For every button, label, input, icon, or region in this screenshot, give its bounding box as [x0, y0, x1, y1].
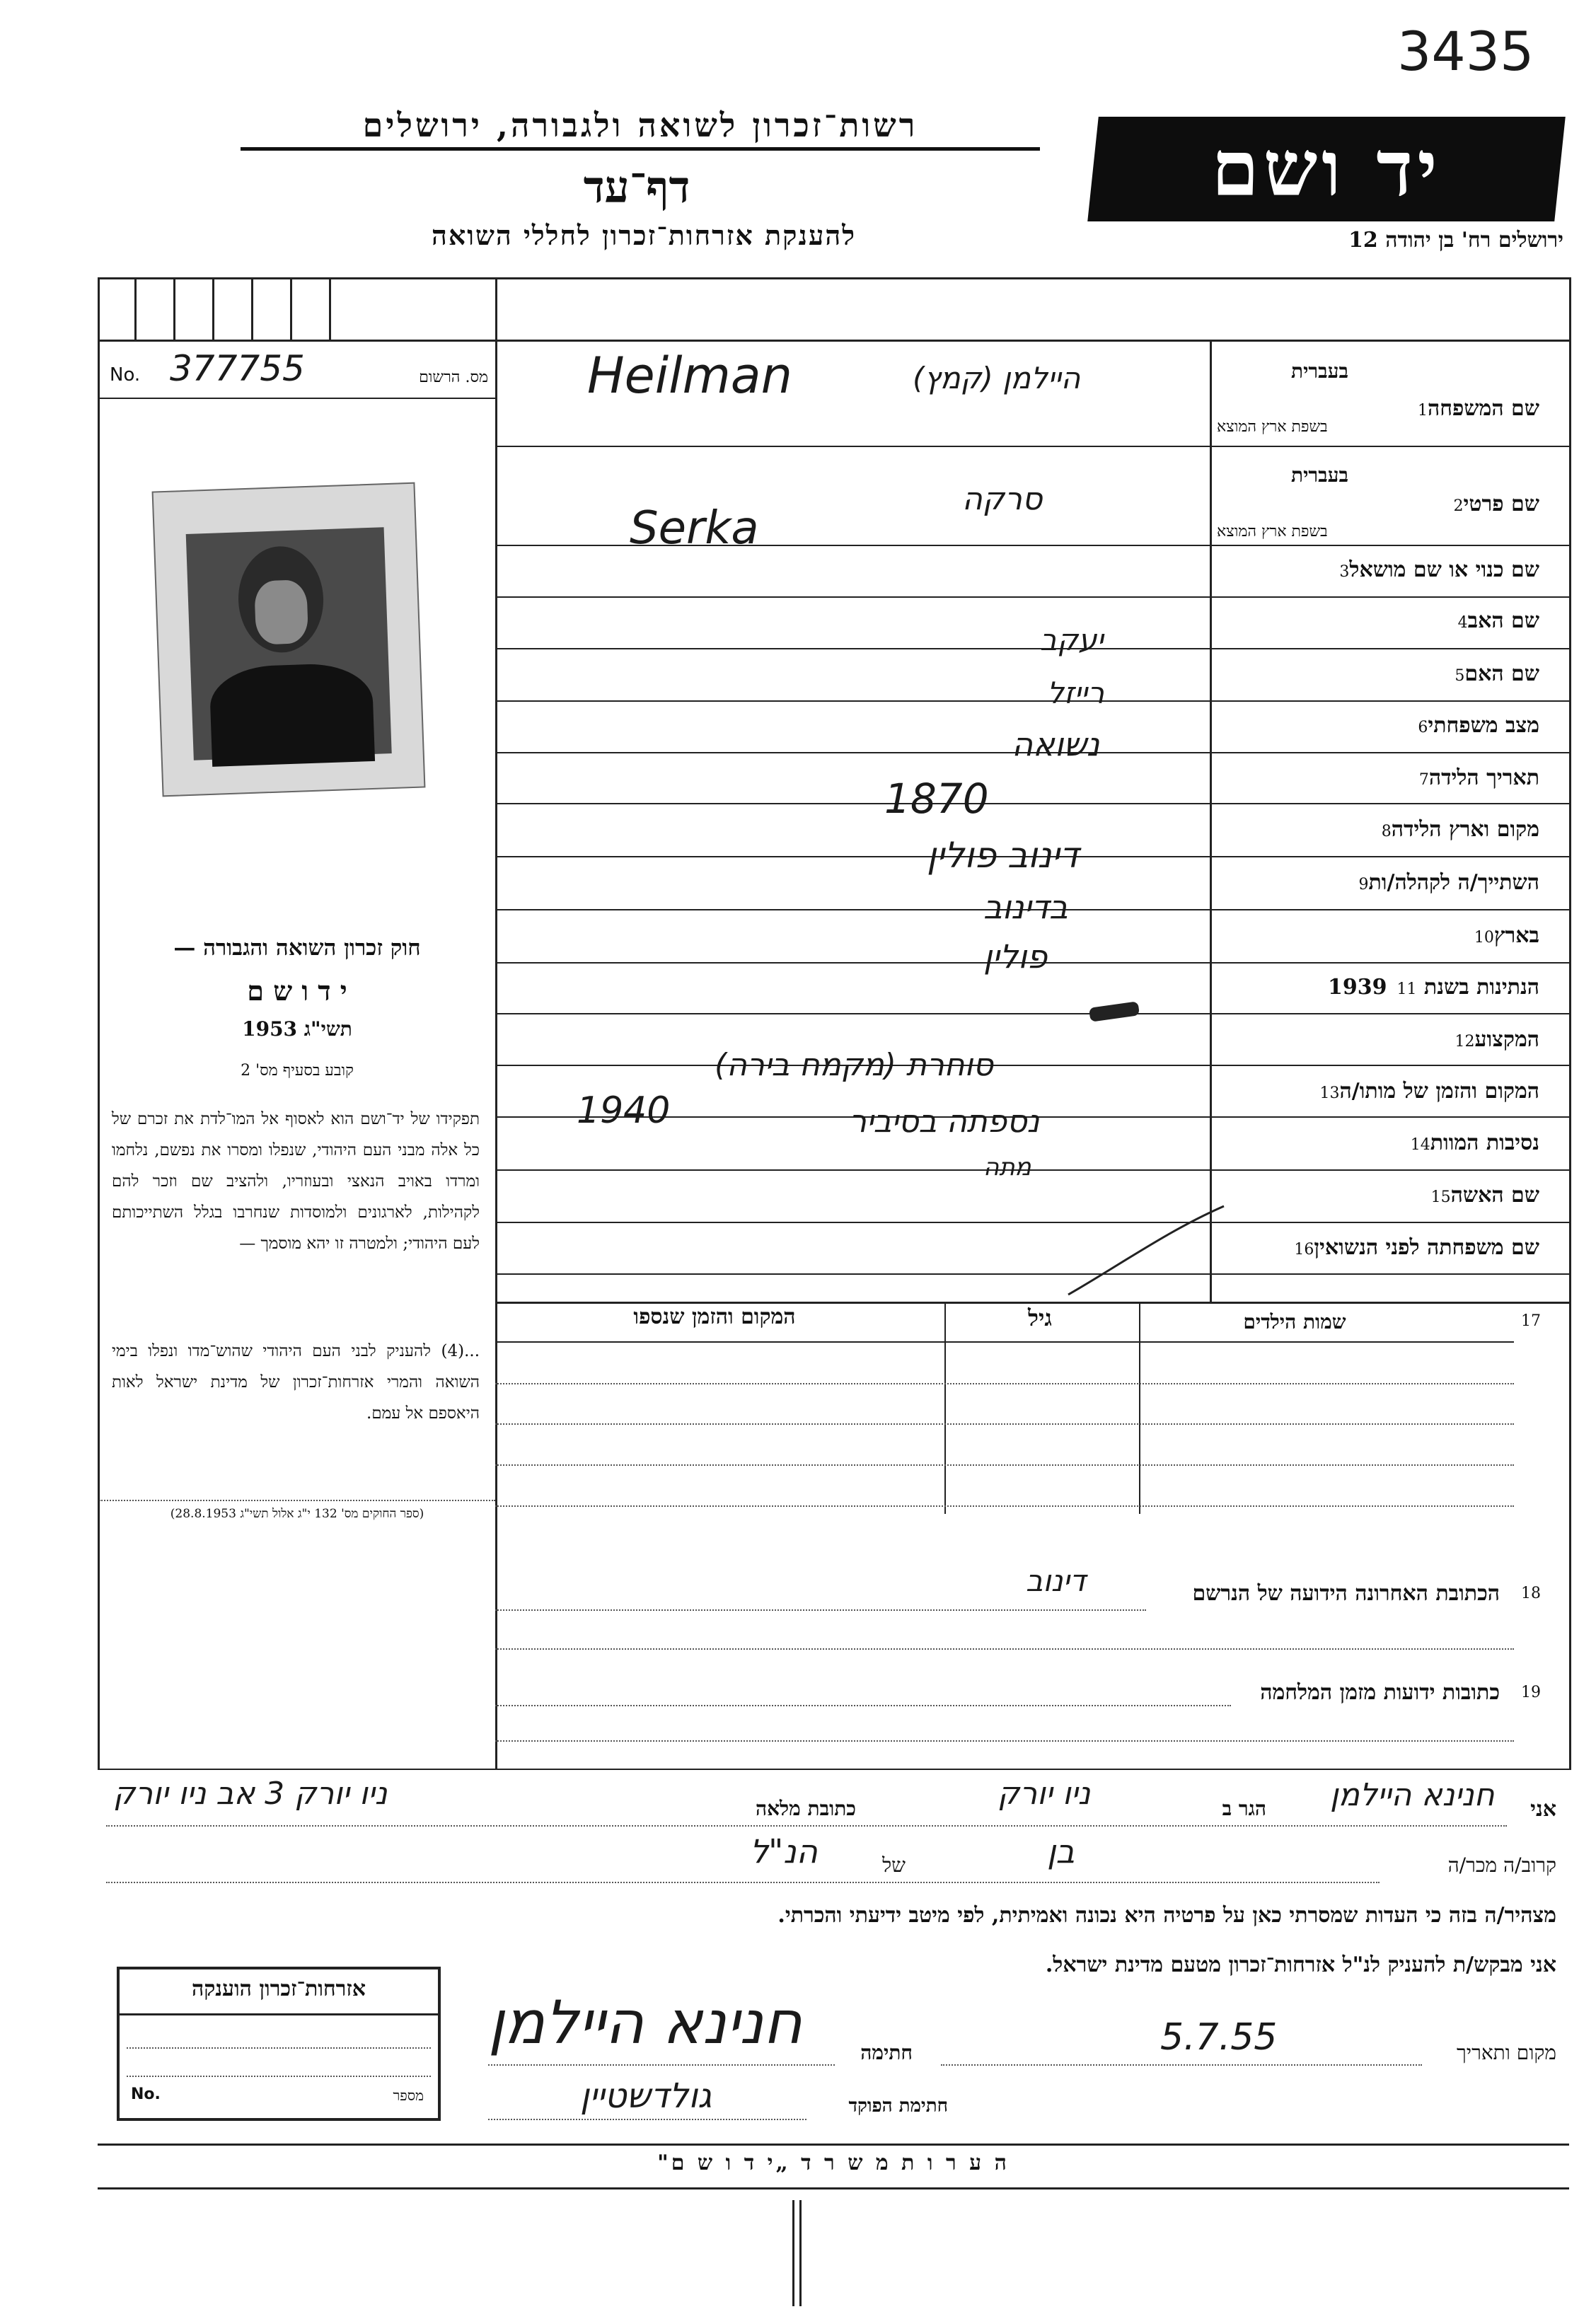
citizenship-number-label: מספר	[393, 2087, 424, 2104]
law-text-2: ...(4) להעניק לבני העם היהודי שהוש־מדו ונפלו בימי השואה והמרי אזרחות־זכרון של מדינת ישראל לאות היאספם אל עמם.	[112, 1342, 480, 1423]
field-label-14: נסיבות המוות	[1430, 1130, 1539, 1155]
field-1-hebrew-tag: בעברית	[1291, 359, 1349, 383]
law-name: י ד ו ש ם	[247, 975, 347, 1007]
form-title: דף־עד	[583, 161, 690, 213]
of-label: של	[882, 1853, 906, 1877]
signature-label: חתימה	[860, 2041, 913, 2064]
field-8-value: דינוב פולין	[927, 835, 1079, 876]
declaration-ani: אני	[1530, 1797, 1556, 1822]
law-clause: קובע בסעיף מס' 2	[241, 1062, 354, 1080]
officer-signature: גולדשטיין	[580, 2076, 712, 2116]
officer-label: חתימת הפוקד	[848, 2095, 948, 2117]
field-5-value: רייזל	[1047, 676, 1104, 710]
field-12-value: סוחרת (מקמח בירה)	[715, 1047, 993, 1083]
declaration-statement: מצהיר/ה בזה כי העדות שמסרתי כאן על פרטיה היא נכונה ואמיתית, לפי מיטב ידיעתי והכרתי.	[777, 1903, 1556, 1928]
logo-address: ירושלים רח' בן יהודה 12	[1348, 228, 1563, 253]
field-label-5: שם האם	[1464, 661, 1539, 686]
field-label-16: שם משפחתה לפני הנשואין	[1314, 1235, 1539, 1260]
field-label-3: שם כנוי או שם מושאל	[1349, 557, 1539, 582]
field-7-value: 1870	[884, 775, 989, 823]
field-label-6: מצב משפחתי	[1428, 713, 1539, 738]
field-1-value: Heilman	[587, 347, 793, 405]
registration-no-label: No.	[110, 364, 141, 386]
children-header-age: גיל	[1028, 1304, 1052, 1331]
declarant-name: חנינא היילמן	[1330, 1777, 1495, 1813]
field-label-1: שם המשפחה	[1427, 396, 1539, 421]
field-2-foreign-tag: בשפת ארץ המוצא	[1217, 523, 1328, 540]
declaration-request: אני מבקש/ת להעניק לנ"ל אזרחות־זכרון מטעם מדינת ישראל.	[1045, 1953, 1556, 1977]
field-18-value: דינוב	[1026, 1563, 1086, 1598]
authority-title: רשות־זכרון לשואה ולגבורה, ירושלים	[241, 106, 1040, 151]
field-label-2: שם פרטי	[1463, 492, 1539, 516]
place-date-label: מקום ותאריך	[1456, 2041, 1556, 2064]
field-label-13: המקום והזמן של מותו/ה	[1339, 1079, 1539, 1104]
children-header-place: המקום והזמן שנספו	[633, 1304, 796, 1329]
field-19-number: 19	[1521, 1684, 1541, 1701]
strikethrough-line	[1061, 1203, 1231, 1302]
field-2-value: Serka	[630, 502, 759, 555]
address-label: כתובת מלאה	[755, 1797, 856, 1820]
field-label-15: שם האשה	[1450, 1183, 1539, 1208]
relation-value: בן	[1047, 1832, 1075, 1870]
field-10-value: פולין	[983, 937, 1048, 976]
victim-photo	[152, 482, 426, 797]
field-label-8: מקום וארץ הלידה	[1391, 817, 1539, 842]
resides-value: ניו יורק	[998, 1776, 1091, 1812]
field-2-hebrew-tag: בעברית	[1291, 463, 1349, 487]
field-label-7: תאריך הלידה	[1428, 765, 1539, 790]
field-13-value: נספתה בסיביר	[849, 1104, 1040, 1140]
law-text-1: תפקידו של יד־ושם הוא לאסוף אל המו־לדת את זכרם של כל אלה מבני העם היהודי, שנפלו ומסרו את נפשם, נלחמו ומרדו באויב הנאצי ובעוזריו, ולהציב שם וזכר להם לקהילות, לארגונים ולמוסדות שנחרבו בגלל השתייכותם לעם היהודי; ולמטרה זו יהא מוסמך —	[112, 1110, 480, 1253]
field-6-value: נשואה	[1012, 725, 1100, 763]
citizenship-box-title: אזרחות־זכרון הוענקה	[191, 1977, 366, 2001]
office-notes: ה ע ר ו ת מ ש ר ד „י ד ו ש ם"	[657, 2151, 1010, 2175]
field-1-foreign-tag: בשפת ארץ המוצא	[1217, 418, 1328, 436]
field-11-scribble	[1089, 1001, 1140, 1022]
field-9-value: בדינוב	[983, 888, 1068, 926]
date-value: 5.7.55	[1160, 2016, 1278, 2059]
law-year: תשי"ג 1953	[242, 1017, 352, 1041]
field-label-4: שם האב	[1467, 608, 1539, 633]
citizenship-box	[117, 1967, 441, 2121]
field-label-10: בארץ	[1493, 923, 1539, 948]
law-citation: (ספר החוקים מס' 132 י"ג אלול תשי"ג 28.8.1953)	[170, 1507, 424, 1521]
resides-label: הגר ב	[1222, 1797, 1266, 1820]
signature-value: חנינא היילמן	[488, 1988, 802, 2057]
registration-number: 377755	[170, 348, 305, 389]
field-18-label: הכתובת האחרונה הידועה של הנרשם	[1192, 1581, 1500, 1606]
field-label-9: השתייך/ה לקהלה/ות	[1368, 870, 1539, 895]
citizenship-no-label: No.	[131, 2086, 161, 2103]
field-14-value: מתה	[983, 1153, 1031, 1181]
field-label-12: המקצוע	[1474, 1027, 1539, 1052]
relation-label: קרוב/ה מכר/ה	[1447, 1853, 1556, 1877]
registration-label: מס. הרשום	[419, 369, 488, 386]
form-subtitle: להענקת אזרחות־זכרון לחללי השואה	[431, 219, 857, 251]
field-1-value-hebrew: היילמן (קמץ)	[913, 361, 1081, 395]
field-label-11: הנתינות בשנת 1939	[1327, 975, 1539, 1000]
children-table-number: 17	[1521, 1312, 1541, 1330]
field-2-value-hebrew: סרקה	[962, 481, 1043, 517]
logo-text: יד ושם	[1211, 125, 1442, 214]
children-header-names: שמות הילדים	[1243, 1310, 1346, 1334]
law-title: חוק זכרון השואה והגבורה —	[173, 935, 421, 961]
field-19-label: כתובות ידועות מזמן המלחמה	[1260, 1680, 1500, 1705]
field-13-year: 1940	[577, 1089, 671, 1132]
field-4-value: יעקב	[1040, 623, 1104, 657]
archive-number: 3435	[1397, 20, 1534, 83]
of-value: הנ"ל	[750, 1832, 818, 1870]
field-18-number: 18	[1521, 1585, 1541, 1602]
address-value: ניו יורק 3 אב ניו יורק	[113, 1776, 388, 1812]
